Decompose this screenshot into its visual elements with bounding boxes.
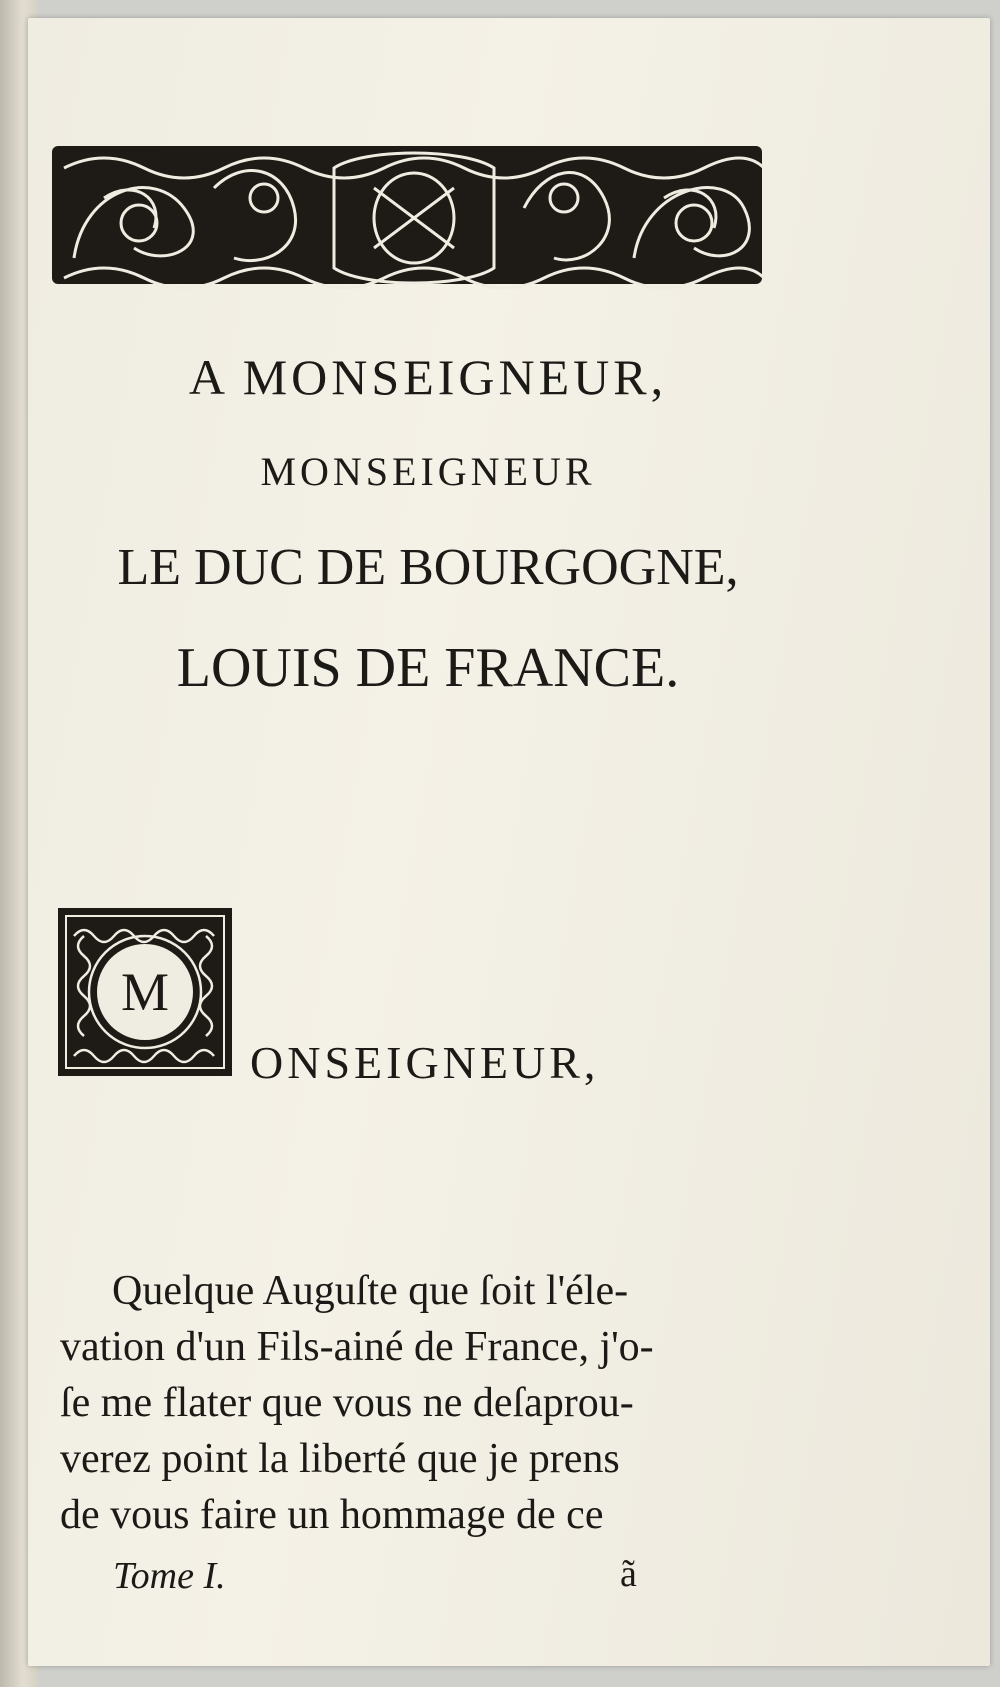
heading-line-1: A MONSEIGNEUR, [188, 349, 668, 405]
dedication-text [60, 1263, 795, 1543]
heading-line-4: LOUIS DE FRANCE. [176, 637, 680, 699]
text-line: vation d'un Fils-ainé de France, j'o- [60, 1324, 654, 1370]
text-line: Quelque Auguſte que ſoit l'éle- [112, 1268, 629, 1314]
volume-label: Tome I. [113, 1555, 226, 1597]
headpiece-ornament [44, 128, 774, 298]
text-line: ſe me flater que vous ne deſaprou- [60, 1380, 634, 1426]
book-page [28, 18, 990, 1666]
text-line: de vous faire un hommage de ce [60, 1492, 604, 1538]
text-line: verez point la liberté que je prens [60, 1436, 620, 1482]
drop-cap-letter: M [120, 962, 170, 1022]
salutation: ONSEIGNEUR, [250, 1037, 600, 1088]
heading-line-2: MONSEIGNEUR [260, 449, 596, 494]
drop-cap-block [56, 906, 234, 1078]
heading-line-3: LE DUC DE BOURGOGNE, [117, 539, 739, 596]
signature-mark: ã [620, 1553, 637, 1595]
